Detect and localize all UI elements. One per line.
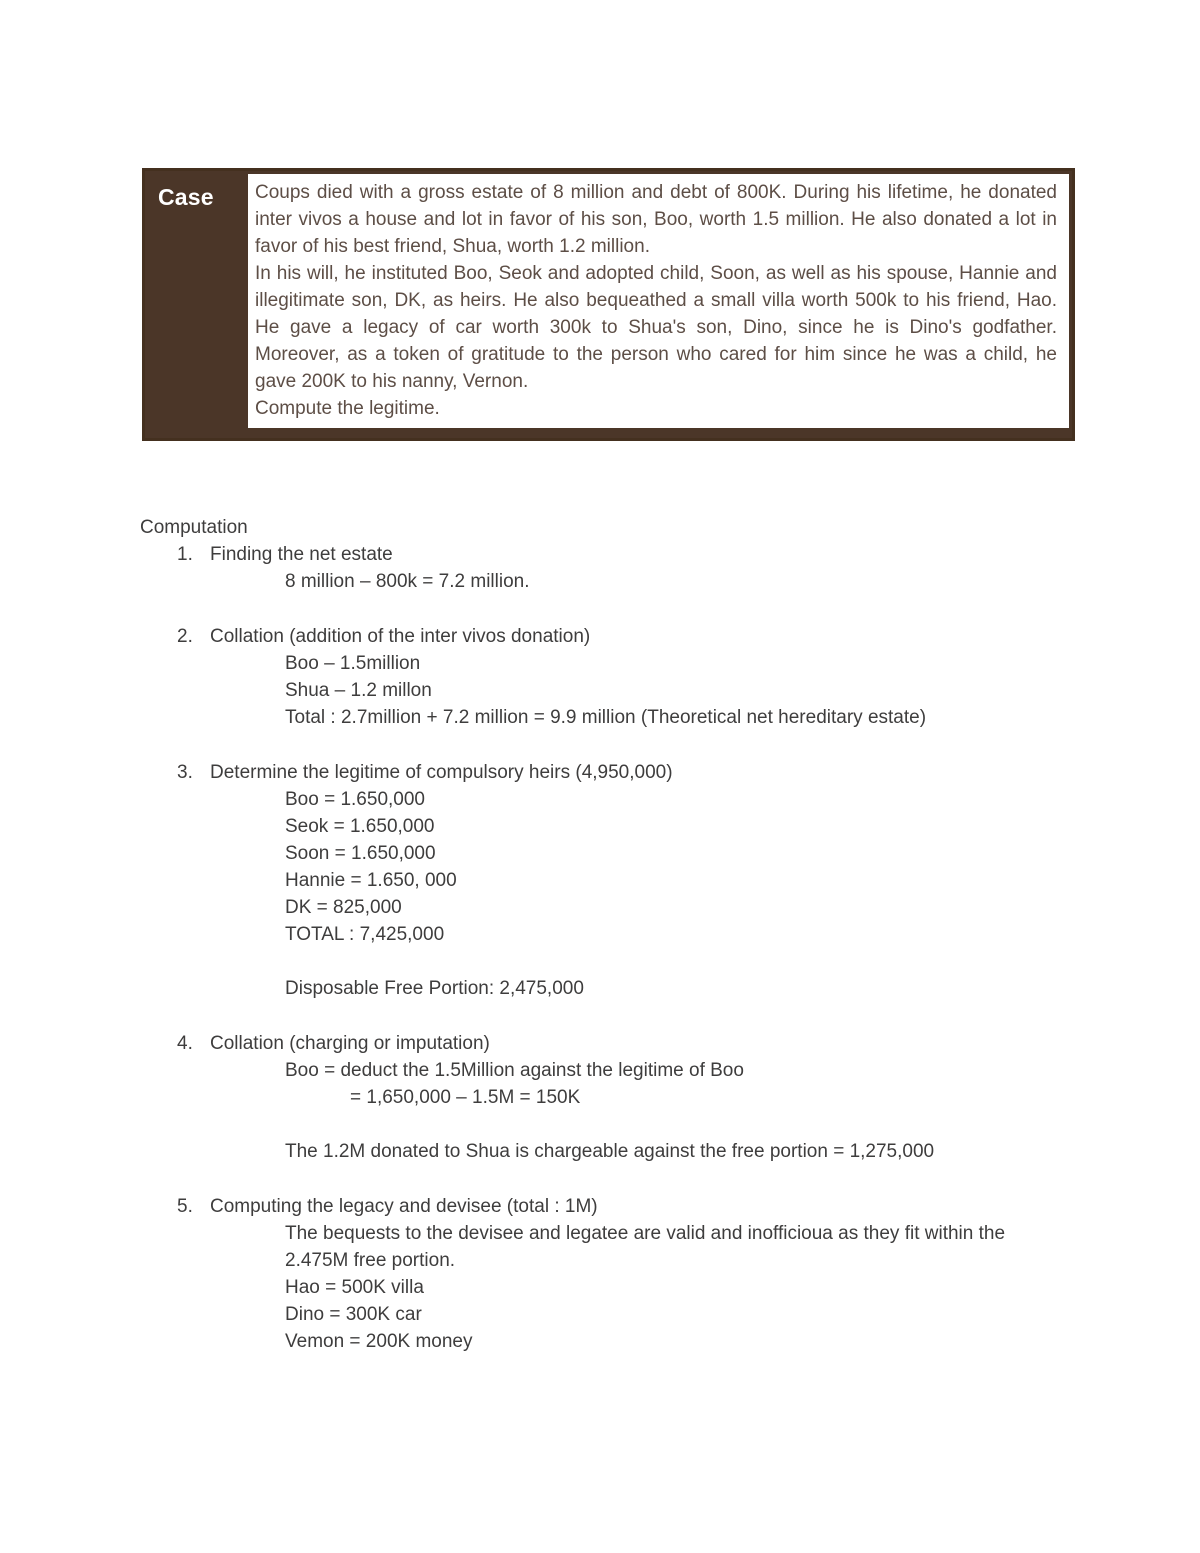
item-1-title: Finding the net estate (210, 544, 393, 565)
computation-line: Boo = 1.650,000 (285, 789, 425, 810)
item-4-number: 4. (177, 1033, 193, 1054)
item-5-title: Computing the legacy and devisee (total : 1M) (210, 1196, 598, 1217)
computation-item-4 (140, 1030, 1080, 1165)
item-3-title: Determine the legitime of compulsory heirs (4,950,000) (210, 762, 673, 783)
item-1-number: 1. (177, 544, 193, 565)
computation-item-1 (140, 541, 1080, 595)
item-2-title: Collation (addition of the inter vivos donation) (210, 626, 591, 647)
case-paragraph-3: Compute the legitime. (255, 398, 440, 419)
computation-section (140, 514, 1080, 1355)
item-4-head (177, 1030, 1080, 1057)
item-5-number: 5. (177, 1196, 193, 1217)
computation-line: 8 million – 800k = 7.2 million. (285, 571, 530, 592)
computation-line: Vemon = 200K money (285, 1331, 473, 1352)
computation-line: Boo – 1.5million (285, 653, 421, 674)
computation-line: Soon = 1.650,000 (285, 843, 436, 864)
case-box (142, 168, 1075, 441)
computation-line: Shua – 1.2 millon (285, 680, 432, 701)
computation-line: DK = 825,000 (285, 897, 402, 918)
item-1-head (177, 541, 1080, 568)
item-5-head (177, 1193, 1080, 1220)
computation-item-3 (140, 759, 1080, 1002)
computation-item-2 (140, 623, 1080, 731)
computation-line: Hao = 500K villa (285, 1277, 424, 1298)
computation-heading: Computation (140, 517, 248, 538)
computation-line: Hannie = 1.650, 000 (285, 870, 457, 891)
computation-line: TOTAL : 7,425,000 (285, 924, 445, 945)
computation-line: Total : 2.7million + 7.2 million = 9.9 million (Theoretical net hereditary estate) (285, 707, 927, 728)
computation-line: The 1.2M donated to Shua is chargeable against the free portion = 1,275,000 (285, 1141, 935, 1162)
case-paragraph-2: In his will, he instituted Boo, Seok and adopted child, Soon, as well as his spouse, Hannie and illegitimate son, DK, as heirs. He also bequeathed a small villa worth 500k to his friend, Hao. He gave a legacy of car worth 300k to Shua's son, Dino, since he is Dino's godfather. Moreover, as a token of gratitude to the person who cared for him since he was a child, he gave 200K to his nanny, Vernon. (255, 263, 1057, 392)
item-2-number: 2. (177, 626, 193, 647)
item-3-number: 3. (177, 762, 193, 783)
computation-item-5 (140, 1193, 1080, 1355)
computation-line: Dino = 300K car (285, 1304, 422, 1325)
computation-line: Boo = deduct the 1.5Million against the legitime of Boo (285, 1060, 744, 1081)
case-paragraph-1: Coups died with a gross estate of 8 million and debt of 800K. During his lifetime, he donated inter vivos a house and lot in favor of his son, Boo, worth 1.5 million. He also donated a lot in favor of his best friend, Shua, worth 1.2 million. (255, 182, 1057, 257)
item-4-title: Collation (charging or imputation) (210, 1033, 490, 1054)
case-label: Case (158, 184, 214, 210)
computation-line: Disposable Free Portion: 2,475,000 (285, 978, 584, 999)
computation-line: The bequests to the devisee and legatee are valid and inofficioua as they fit within the 2.475M free portion. (285, 1223, 1006, 1271)
item-2-head (177, 623, 1080, 650)
computation-line: = 1,650,000 – 1.5M = 150K (350, 1087, 581, 1108)
case-body (245, 171, 1072, 431)
item-3-head (177, 759, 1080, 786)
computation-line: Seok = 1.650,000 (285, 816, 435, 837)
